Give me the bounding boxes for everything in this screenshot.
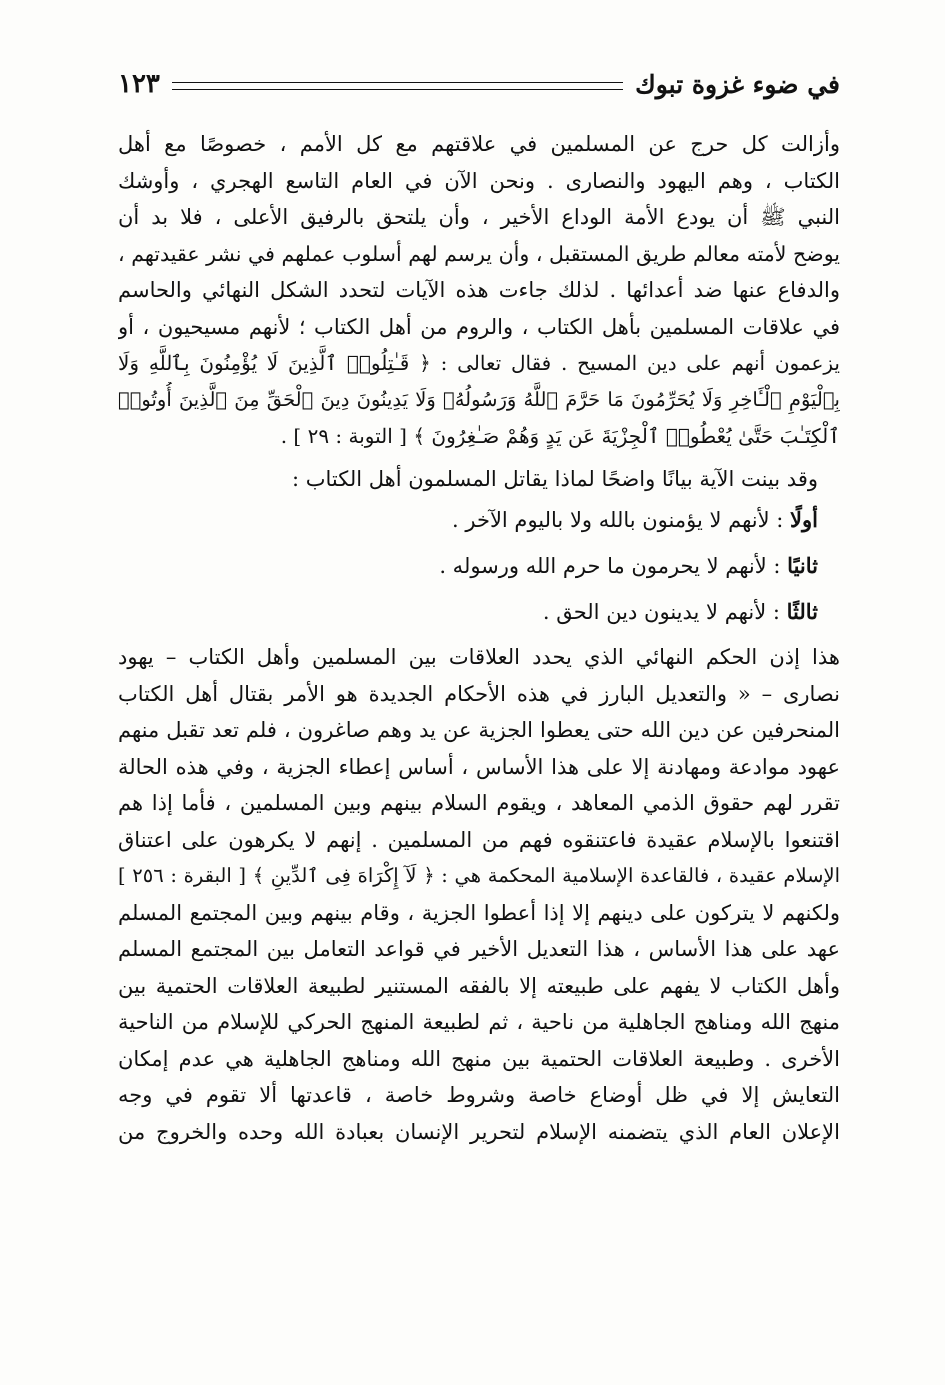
text-line: النبي ﷺ أن يودع الأمة الوداع الأخير ، وأن يلتحق بالرفيق الأعلى ، فلا بد أن — [118, 205, 840, 229]
text-line: وأهل الكتاب لا يفهم على طبيعته إلا بالفقه المستنير لطبيعة العلاقات الحتمية بين — [118, 973, 840, 998]
paragraph-1 — [118, 126, 840, 455]
list-item-label: ثالثًا — [786, 599, 818, 624]
text-line: تقرر لهم حقوق الذمي المعاهد ، ويقوم السلام بينهم وبين المسلمين ، فأما إذا هم — [118, 791, 840, 815]
intro-line: وقد بينت الآية بيانًا واضحًا لماذا يقاتل المسلمون أهل الكتاب : — [291, 466, 818, 491]
paragraph-2 — [118, 639, 840, 1150]
text-line: والدفاع عنها ضد أعدائها . لذلك جاءت هذه الآيات لتحدد الشكل النهائي والحاسم — [118, 278, 840, 302]
text-line: هذا إذن الحكم النهائي الذي يحدد العلاقات بين المسلمين وأهل الكتاب – يهود — [118, 645, 840, 669]
text-line: وأزالت كل حرج عن المسلمين في علاقتهم مع كل الأمم ، خصوصًا مع أهل — [118, 132, 840, 156]
page-header — [118, 62, 840, 106]
text-line: يوضح لأمته معالم طريق المستقبل ، وأن يرسم لهم أسلوب عملهم في نشر عقيدتهم ، — [118, 241, 840, 266]
list-item-text: : لأنهم لا يدينون دين الحق . — [542, 600, 787, 624]
page-number: ١٢٣ — [118, 69, 160, 99]
text-line: التعايش إلا في ظل أوضاع خاصة وشروط خاصة ، قاعدتها ألا تقوم في وجه — [118, 1083, 840, 1107]
text-line: ولكنهم لا يتركون على دينهم إلا إذا أعطوا الجزية ، وقام بينهم وبين المجتمع المسلم — [118, 900, 840, 925]
list-item-label: ثانيًا — [787, 553, 818, 578]
running-title: في ضوء غزوة تبوك — [635, 69, 840, 99]
text-line: الأخرى . وطبيعة العلاقات الحتمية بين منهج الله ومناهج الجاهلية هي عدم إمكان — [118, 1046, 840, 1071]
text-line: منهج الله ومناهج الجاهلية من ناحية ، ثم لطبيعة المنهج الحركي للإسلام من الناحية — [118, 1010, 840, 1034]
quran-verse-line: بِٱلْيَوْمِ ٱلْـَٔاخِرِ وَلَا يُحَرِّمُونَ مَا حَرَّمَ ٱللَّهُ وَرَسُولُهُۥ وَلَا يَدِينُونَ دِينَ ٱلْحَقِّ مِنَ ٱلَّذِينَ أُوتُوا۟ — [118, 387, 840, 411]
text-line: الإسلام عقيدة ، فالقاعدة الإسلامية المحكمة هي : ﴿ لَآ إِكْرَاهَ فِى ٱلدِّينِ ﴾ [ البقرة : ٢٥٦ ] — [118, 864, 840, 887]
text-line: نصارى – « والتعديل البارز في هذه الأحكام الجديدة هو الأمر بقتال أهل الكتاب — [118, 681, 840, 706]
body-text — [118, 126, 840, 1150]
text-line: الكتاب ، وهم اليهود والنصارى . ونحن الآن في العام التاسع الهجري ، وأوشك — [118, 168, 840, 193]
text-line: اقتنعوا بالإسلام عقيدة فاعتنقوه فهم من المسلمين . إنهم لا يكرهون على اعتناق — [118, 827, 840, 852]
list-item-label: أولًا — [790, 507, 818, 532]
list-item — [118, 543, 840, 589]
text-line: الإعلان العام الذي يتضمنه الإسلام لتحرير الإنسان بعبادة الله وحده والخروج من — [118, 1119, 840, 1144]
quran-verse-line: ٱلْكِتَـٰبَ حَتَّىٰ يُعْطُوا۟ ٱلْجِزْيَةَ عَن يَدٍ وَهُمْ صَـٰغِرُونَ ﴾ [ التوبة : ٢٩ ] . — [280, 424, 840, 448]
margin-mark — [915, 72, 919, 78]
text-line: يزعمون أنهم على دين المسيح . فقال تعالى : ﴿ قَـٰتِلُوا۟ ٱلَّذِينَ لَا يُؤْمِنُونَ بِٱللَّهِ وَلَا — [118, 351, 840, 375]
list-item-text: : لأنهم لا يحرمون ما حرم الله ورسوله . — [439, 554, 788, 578]
text-line: المنحرفين عن دين الله حتى يعطوا الجزية عن يد وهم صاغرون ، فلم تعد تقبل منهم — [118, 718, 840, 742]
text-line: عهد على هذا الأساس ، هذا التعديل الأخير في قواعد التعامل بين المجتمع المسلم — [118, 937, 840, 961]
text-line: عهود موادعة ومهادنة إلا على هذا الأساس ، أساس إعطاء الجزية ، وفي هذه الحالة — [118, 754, 840, 779]
reasons-list — [118, 497, 840, 635]
list-item — [118, 589, 840, 635]
list-item — [118, 497, 840, 543]
header-rule — [172, 82, 623, 90]
list-item-text: : لأنهم لا يؤمنون بالله ولا باليوم الآخر . — [452, 508, 791, 532]
text-line: في علاقات المسلمين بأهل الكتاب ، والروم من أهل الكتاب ؛ لأنهم مسيحيون ، أو — [118, 314, 840, 339]
